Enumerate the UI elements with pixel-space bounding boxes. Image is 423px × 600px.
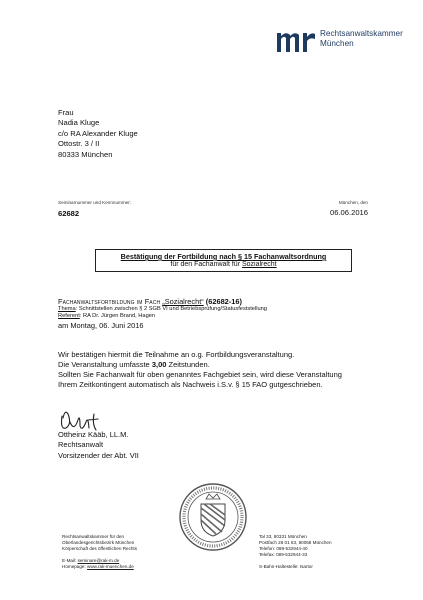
confirmation-text [58,350,398,390]
course-date: am Montag, 06. Juni 2016 [58,320,144,330]
email-label: E-Mail: [62,558,78,564]
seminar-number: 62682 [58,209,80,218]
footer-line: Postfach 26 01 63, 80058 München [259,540,332,546]
seminar-number-label: Seminarnummer und Kennnummer: [58,200,132,205]
thema-value: : Schnittstellen zwischen § 2 SGB VI und Betriebsprüfung/Statusfeststellung [75,306,267,312]
hours-prefix: Die Veranstaltung umfasste [58,360,152,369]
signer-position: Vorsitzender der Abt. VII [58,450,139,460]
recipient-line: Ottostr. 3 / II [58,139,100,149]
footer-homepage [62,564,137,570]
signer-role: Rechtsanwalt [58,440,104,450]
footer-line: S-Bahn-Haltestelle: Isartor [259,564,313,570]
referent-label: Referent [58,313,80,320]
footer-line: Rechtsanwaltskammer für den [62,534,125,539]
body-line: Ihrem Zeitkontingent automatisch als Nachweis i.S.v. § 15 FAO gutgeschrieben. [58,380,323,389]
document-date: 06.06.2016 [329,208,368,217]
body-line: Sollten Sie Fachanwalt für oben genanntes Fachgebiet sein, wird diese Veranstaltung [58,370,342,379]
signer-name: Ottheinz Kääb, LL.M. [58,430,129,439]
footer-left [62,534,137,570]
footer-right [259,534,332,570]
recipient-line: c/o RA Alexander Kluge [58,128,138,138]
certificate-title-box [95,249,352,272]
logo-text-line2: München [320,39,354,48]
footer-line: Körperschaft des öffentlichen Rechts [62,546,137,552]
rak-logo-icon [277,30,315,52]
course-referent [58,313,267,320]
body-line [58,360,398,370]
homepage-link[interactable]: www.rak-muenchen.de [87,564,134,570]
recipient-line: Nadia Kluge [58,118,100,128]
date-label: München, den [338,200,368,205]
course-heading [58,297,267,306]
referent-value: : RA Dr. Jürgen Brand, Hagen [79,313,156,320]
course-details [58,297,267,330]
course-label: Fachanwaltsfortbildung im Fach [58,297,161,306]
thema-label: Thema [58,306,76,312]
recipient-line: 80333 München [58,149,113,159]
footer-line: Oberlandesgerichtsbezirk München [62,540,135,546]
footer-line: Telefax: 089-532944-33 [259,552,308,558]
recipient-address [58,108,138,160]
logo-wordmark [320,29,403,49]
certificate-title: Bestätigung der Fortbildung nach § 15 Fachanwaltsordnung [120,252,327,261]
hours-value: 3,00 [151,360,167,369]
course-subject: „Sozialrecht“ [162,297,204,306]
recipient-line: Frau [58,108,74,117]
certificate-subtitle [96,261,351,268]
footer-line: Tal 33, 80331 München [259,534,307,539]
logo-text-line1: Rechtsanwaltskammer [320,29,403,38]
course-thema [58,306,267,313]
body-line: Wir bestätigen hiermit die Teilnahme an o.g. Fortbildungsveranstaltung. [58,350,295,359]
footer-line: Telefon: 089-532944-40 [259,546,308,552]
hours-suffix: Zeitstunden. [166,360,210,369]
official-seal-icon [178,482,248,552]
course-code: (62682-16) [205,297,242,306]
signer-block [58,430,139,461]
email-link[interactable]: seminare@rak-m.de [77,558,120,564]
homepage-label: Homepage: [62,564,88,570]
subtitle-prefix: für den Fachanwalt für [170,261,242,268]
subtitle-subject: Sozialrecht [241,261,277,268]
